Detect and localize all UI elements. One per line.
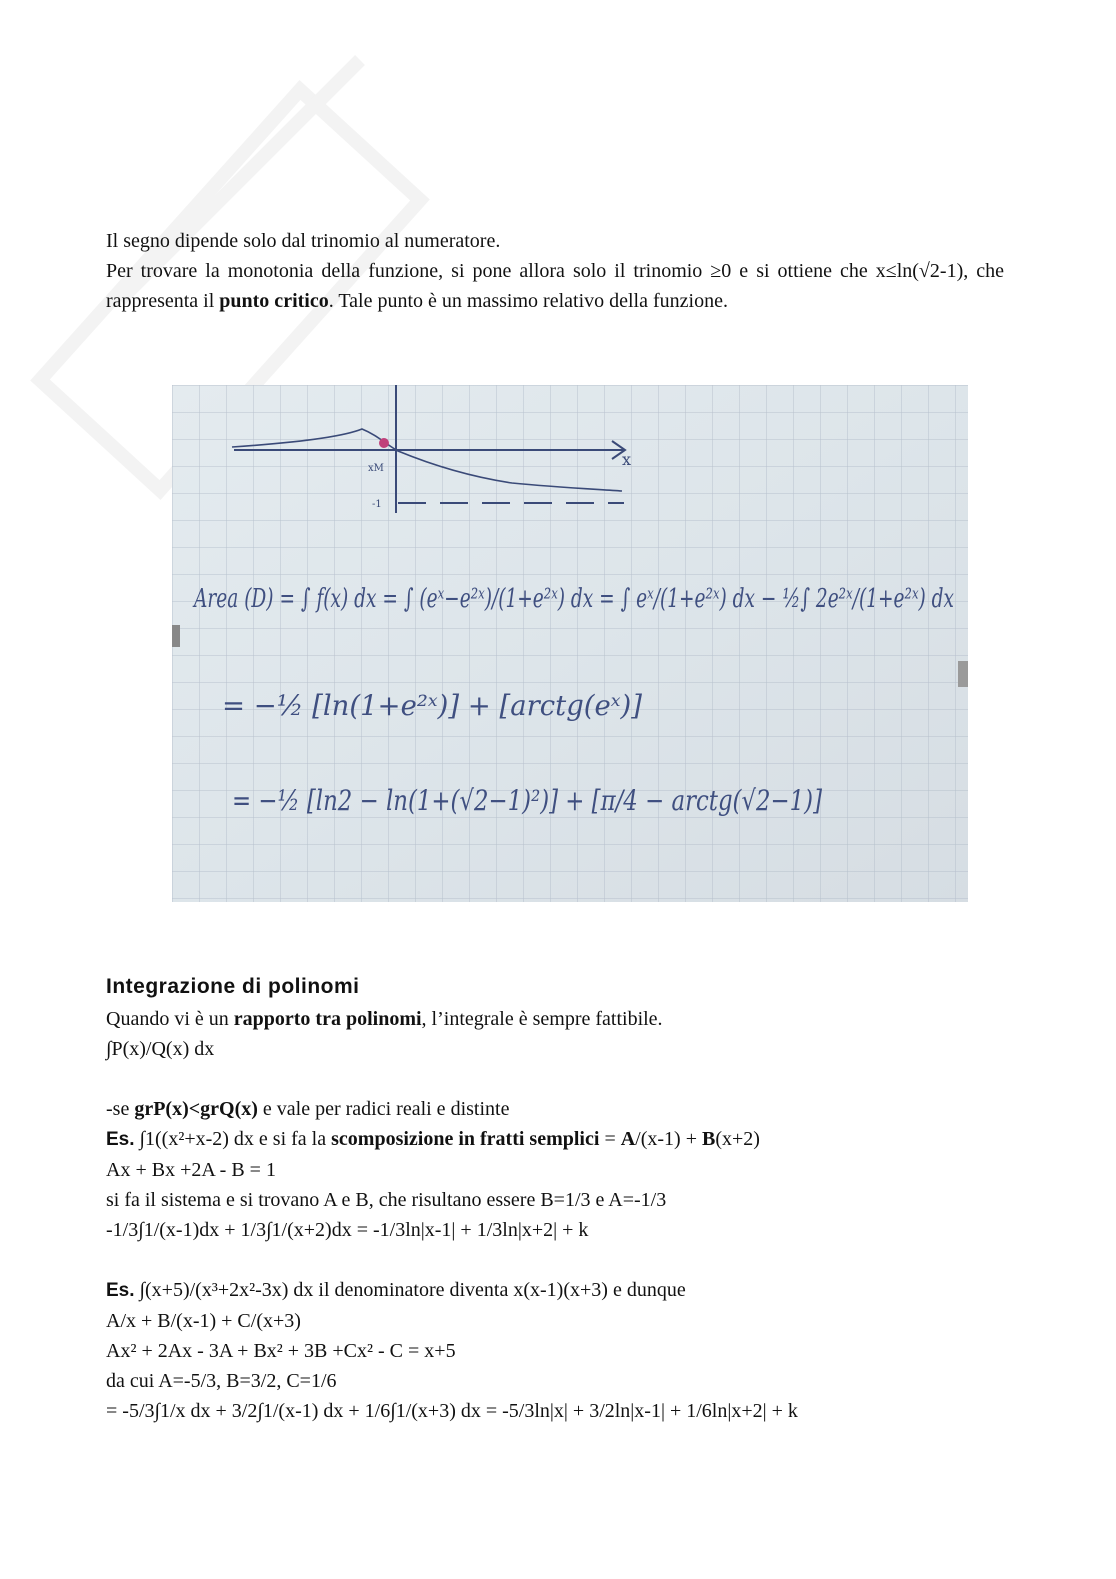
formula-line-1: Area (D) = ∫ f(x) dx = ∫ (eˣ−e²ˣ)/(1+e²ˣ) dx = ∫ eˣ/(1+e²ˣ) dx − ½∫ 2e²ˣ/(1+e²ˣ) dx [192,584,955,614]
label-minus-one: -1 [372,499,382,510]
p1: Quando vi è un rapporto tra polinomi, l’integrale è sempre fattibile. [106,1008,663,1030]
p2: ∫P(x)/Q(x) dx [106,1038,215,1060]
example-1-line-4: -1/3∫1/(x-1)dx + 1/3∫1/(x+2)dx = -1/3ln|x-1| + 1/3ln|x+2| + k [106,1219,589,1241]
blank-line [106,1245,1004,1275]
whiteboard-drawing [172,385,968,902]
example-2-line-2: A/x + B/(x-1) + C/(x+3) [106,1310,301,1332]
example-2-line-4: da cui A=-5/3, B=3/2, C=1/6 [106,1370,337,1392]
axis-label-x: x [622,450,632,469]
example-label: Es. [106,1129,135,1150]
example-1-line-1: Es. ∫1((x²+x-2) dx e si fa la scomposizione in fratti semplici = A/(x-1) + B(x+2) [106,1128,760,1150]
example-1-line-2: Ax + Bx +2A - B = 1 [106,1159,276,1181]
section-body [106,1004,1004,1426]
example-2-line-3: Ax² + 2Ax - 3A + Bx² + 3B +Cx² - C = x+5 [106,1340,456,1362]
example-2-line-5: = -5/3∫1/x dx + 3/2∫1/(x-1) dx + 1/6∫1/(x+3) dx = -5/3ln|x| + 3/2ln|x-1| + 1/6ln|x+2| + k [106,1400,798,1422]
left-nav-marker [172,625,180,647]
formula-line-3: = −½ [ln2 − ln(1+(√2−1)²)] + [π/4 − arctg(√2−1)] [232,784,823,817]
intro-line-1: Il segno dipende solo dal trinomio al numeratore. [106,230,501,252]
blank-line [106,1064,1004,1094]
p3: -se grP(x)<grQ(x) e vale per radici reali e distinte [106,1098,510,1120]
section-title: Integrazione di polinomi [106,975,360,998]
label-xm: xM [368,463,384,474]
right-nav-marker [958,661,968,687]
critical-point-term: punto critico [219,290,329,312]
intro-line-2: Per trovare la monotonia della funzione, si pone allora solo il trinomio ≥0 e si ottiene che x≤ln(√2-1), che rappresenta il punto critico. Tale punto è un massimo relativo della funzione. [106,260,1004,312]
example-1-line-3: si fa il sistema e si trovano A e B, che risultano essere B=1/3 e A=-1/3 [106,1189,667,1211]
whiteboard-photo [172,385,968,902]
intro-paragraph [106,226,1004,316]
example-2-line-1: Es. ∫(x+5)/(x³+2x²-3x) dx il denominatore diventa x(x-1)(x+3) e dunque [106,1279,686,1301]
formula-line-2: = −½ [ln(1+e²ˣ)] + [arctg(eˣ)] [222,689,643,722]
example-label: Es. [106,1280,135,1301]
